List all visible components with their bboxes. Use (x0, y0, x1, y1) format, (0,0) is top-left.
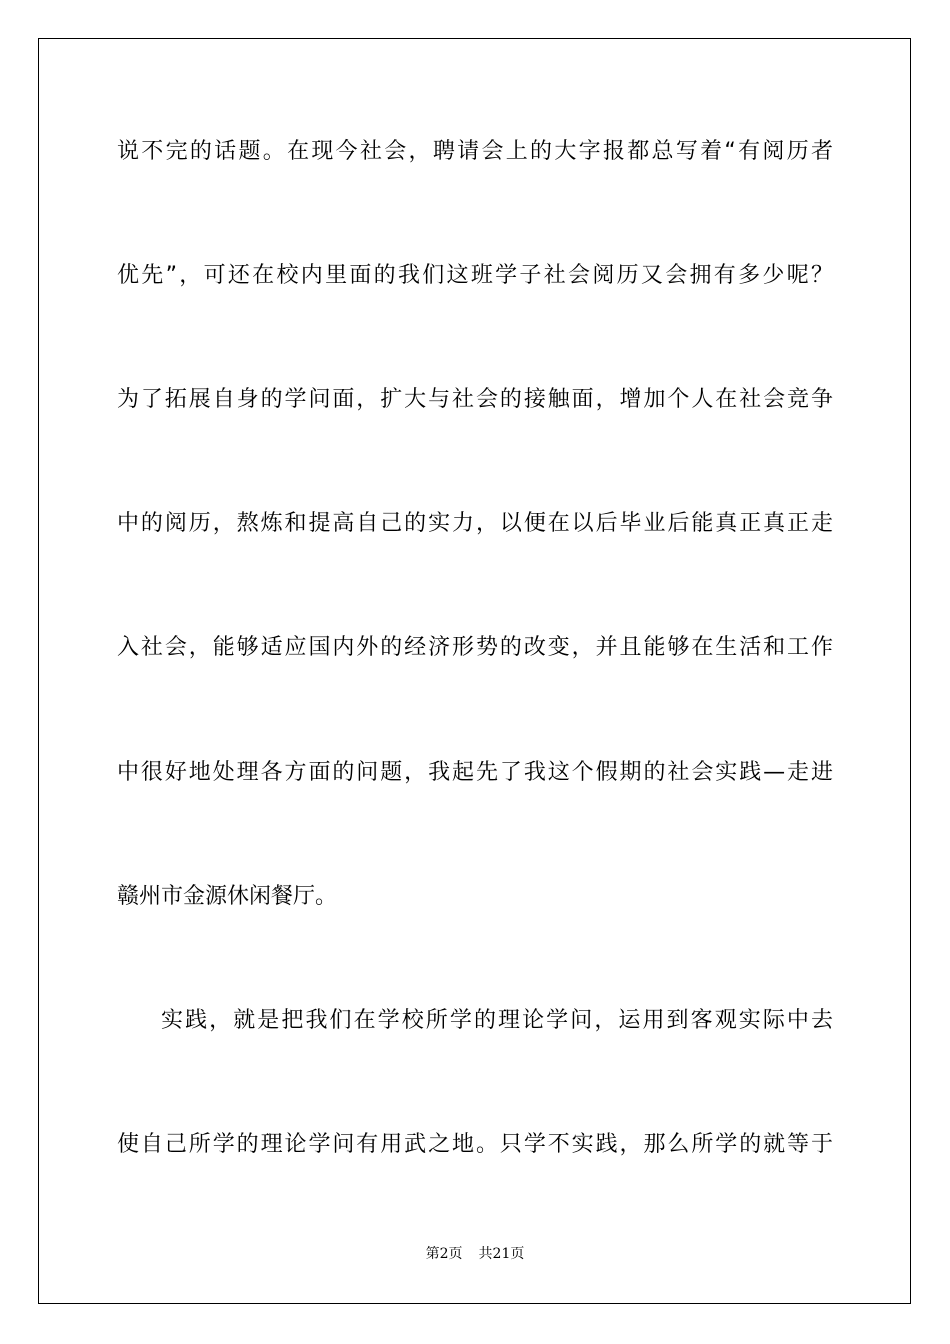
body-text-line: 优先”，可还在校内里面的我们这班学子社会阅历又会拥有多少呢？ (117, 263, 833, 288)
page-border (38, 38, 911, 1304)
body-text-line: 中的阅历，熬炼和提高自己的实力，以便在以后毕业后能真正真正走 (117, 511, 833, 536)
body-text-line: 赣州市金源休闲餐厅。 (117, 884, 338, 909)
body-text-line: 说不完的话题。在现今社会，聘请会上的大字报都总写着“有阅历者 (117, 139, 833, 164)
body-text-line: 中很好地处理各方面的问题，我起先了我这个假期的社会实践—走进 (117, 760, 833, 785)
page-footer (0, 1244, 950, 1264)
body-text-line: 使自己所学的理论学问有用武之地。只学不实践，那么所学的就等于 (117, 1132, 833, 1157)
page-number: 第2页 (425, 1246, 463, 1262)
body-text-line: 为了拓展自身的学问面，扩大与社会的接触面，增加个人在社会竞争 (117, 387, 833, 412)
body-text-line: 实践，就是把我们在学校所学的理论学问，运用到客观实际中去 (161, 1008, 833, 1033)
body-text-line: 入社会，能够适应国内外的经济形势的改变，并且能够在生活和工作 (117, 635, 833, 660)
page-total: 共21页 (478, 1246, 525, 1262)
